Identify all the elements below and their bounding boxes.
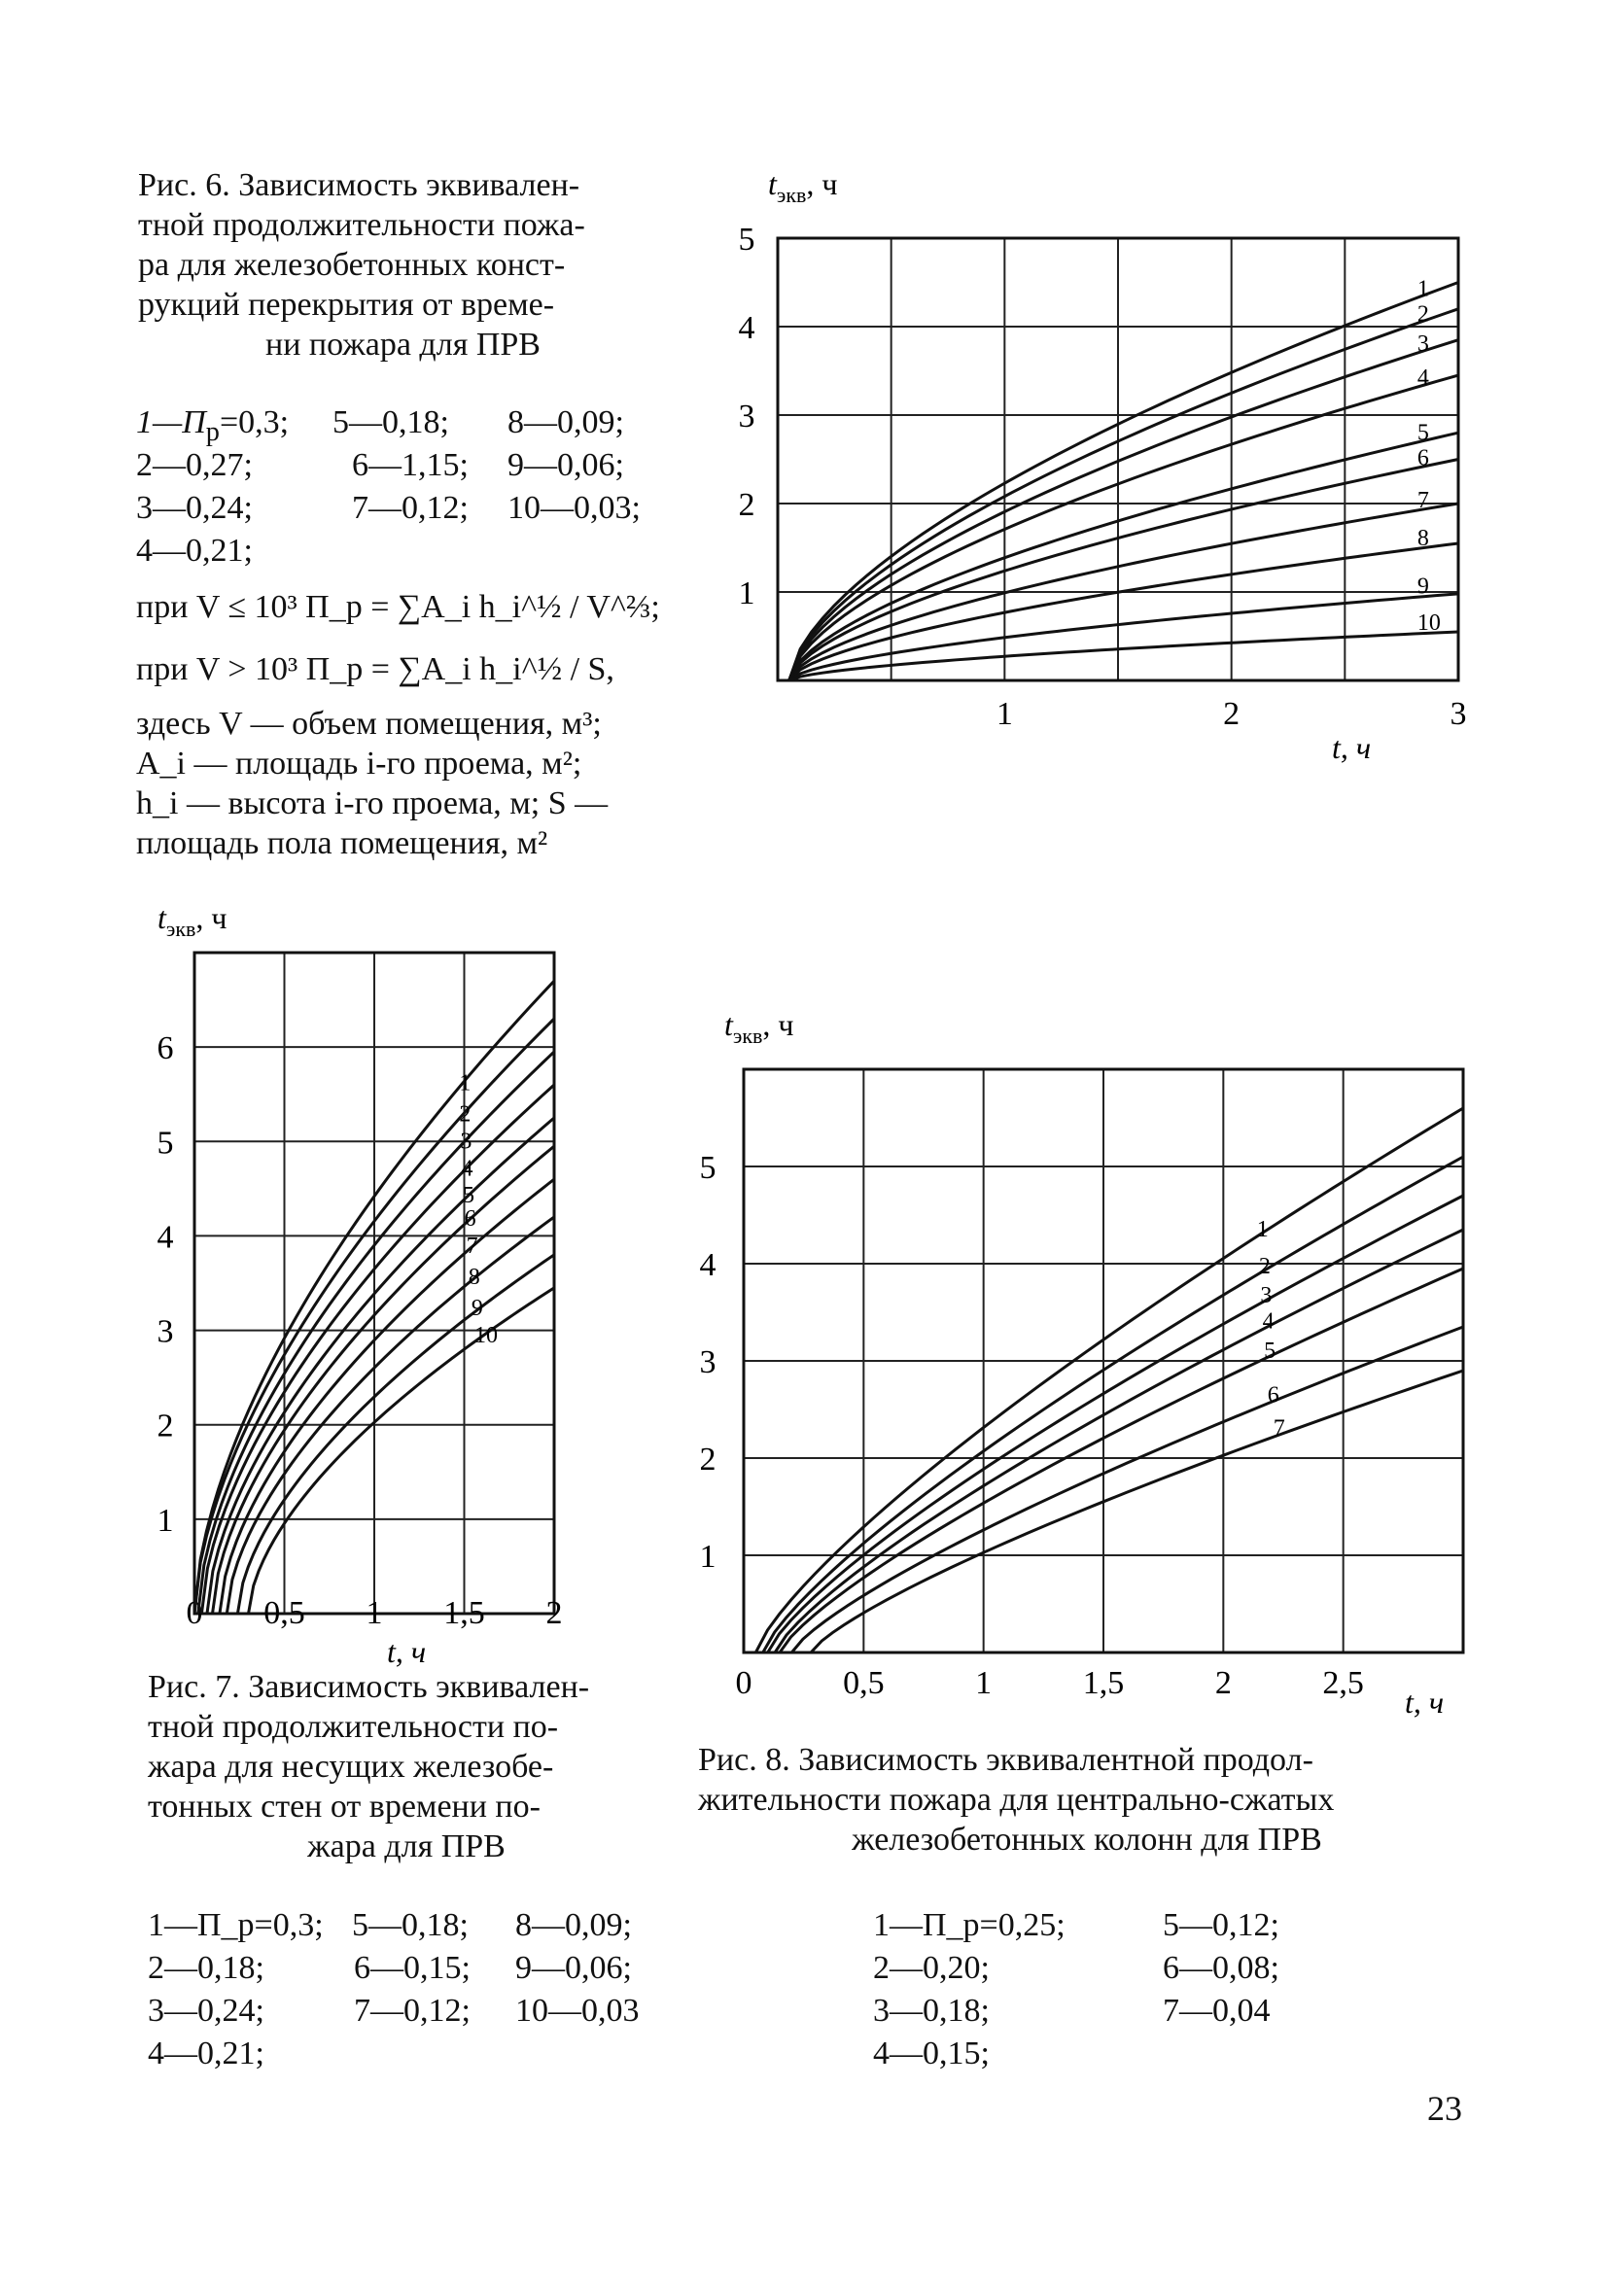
y-tick-label: 6: [157, 1030, 174, 1067]
y-tick-label: 5: [699, 1150, 717, 1186]
series-label-9: 9: [1416, 574, 1429, 600]
y-axis-label: $t_{экв}$, ч: [768, 166, 838, 207]
fig6-legend-item-1: $1—П_р=0,3$;: [136, 404, 290, 447]
series-label-5: 5: [463, 1183, 475, 1209]
x-tick-label: 1: [366, 1595, 383, 1631]
y-tick-label: 1: [699, 1539, 717, 1575]
fig6-caption-line: ни пожара для ПРВ: [265, 327, 541, 363]
fig6-legend-item-7: 7—0,12;: [352, 490, 469, 526]
series-label-9: 9: [471, 1295, 483, 1321]
y-tick-label: 1: [738, 575, 755, 611]
y-tick-label: 4: [699, 1247, 717, 1283]
y-tick-label: 3: [738, 399, 755, 435]
series-label-7: 7: [466, 1234, 478, 1260]
fig7-caption-line: жара для ПРВ: [307, 1828, 506, 1864]
fig7-legend-item-6: 6—0,15;: [354, 1950, 471, 1986]
series-label-3: 3: [1260, 1283, 1273, 1309]
x-tick-label: 0: [186, 1595, 203, 1631]
series-label-3: 3: [1416, 331, 1429, 358]
series-label-2: 2: [1258, 1253, 1271, 1279]
x-tick-label: 2: [1223, 696, 1241, 732]
x-tick-label: 3: [1450, 696, 1467, 732]
fig6-note-line: A_i — площадь i-го проема, м²;: [136, 746, 582, 782]
fig7-legend-item-9: 9—0,06;: [515, 1950, 632, 1986]
fig6-formula-2: при V > 10³ П_р = ∑A_i h_i^½ / S,: [136, 651, 614, 687]
fig7-legend-item-10: 10—0,03: [515, 1993, 640, 2029]
fig7-caption-line: Рис. 7. Зависимость эквивален-: [148, 1669, 590, 1705]
series-label-8: 8: [468, 1264, 480, 1290]
fig8-caption-line: железобетонных колонн для ПРВ: [852, 1822, 1322, 1858]
x-tick-label: 2: [1214, 1665, 1232, 1701]
y-tick-label: 3: [699, 1344, 717, 1380]
fig8-legend-item-1: 1—П_р=0,25;: [873, 1907, 1066, 1943]
series-label-1: 1: [459, 1070, 472, 1096]
y-tick-label: 2: [699, 1442, 717, 1478]
fig7-legend-item-2: 2—0,18;: [148, 1950, 264, 1986]
y-tick-label: 5: [738, 222, 755, 258]
fig6-caption-line: ра для железобетонных конст-: [138, 247, 566, 283]
fig8-legend-item-7: 7—0,04: [1163, 1993, 1271, 2029]
fig6-caption-line: Рис. 6. Зависимость эквивален-: [138, 167, 580, 203]
x-tick-label: 2: [545, 1595, 563, 1631]
fig6-note-line: здесь V — объем помещения, м³;: [136, 706, 602, 742]
x-tick-label: 2,5: [1322, 1665, 1364, 1701]
x-axis-label: t, ч: [387, 1634, 427, 1669]
x-tick-label: 1,5: [443, 1595, 485, 1631]
fig7-legend: [148, 1905, 692, 2080]
series-line-7: [811, 1371, 1463, 1652]
series-label-10: 10: [1416, 610, 1441, 637]
series-label-2: 2: [1416, 301, 1429, 328]
fig7-legend-item-5: 5—0,18;: [352, 1907, 469, 1943]
fig7-caption-line: тонных стен от времени по-: [148, 1789, 541, 1825]
y-axis-label: $t_{экв}$, ч: [157, 900, 227, 941]
fig7-caption: [148, 1667, 665, 1866]
series-label-4: 4: [1262, 1308, 1275, 1335]
fig6-notes: [136, 704, 719, 863]
series-label-3: 3: [460, 1129, 472, 1155]
fig6-note-line: площадь пола помещения, м²: [136, 825, 548, 861]
fig7-legend-item-3: 3—0,24;: [148, 1993, 264, 2029]
fig6-legend-item-8: 8—0,09;: [507, 404, 624, 440]
series-label-4: 4: [461, 1156, 473, 1182]
series-label-1: 1: [1256, 1217, 1269, 1243]
series-label-7: 7: [1273, 1415, 1285, 1442]
series-label-8: 8: [1416, 526, 1429, 552]
fig8-legend-item-5: 5—0,12;: [1163, 1907, 1279, 1943]
x-axis-label: t, ч: [1332, 730, 1372, 765]
series-label-1: 1: [1416, 276, 1429, 302]
fig6-legend-item-5: 5—0,18;: [332, 404, 449, 440]
fig8-caption: [698, 1740, 1476, 1860]
series-label-2: 2: [459, 1101, 472, 1128]
fig8-chart: [681, 991, 1517, 1740]
series-label-7: 7: [1416, 488, 1429, 514]
fig6-chart: [700, 165, 1478, 787]
y-tick-label: 5: [157, 1125, 174, 1162]
series-line-3: [789, 340, 1458, 680]
series-label-5: 5: [1264, 1338, 1276, 1364]
y-tick-label: 1: [157, 1502, 174, 1539]
x-tick-label: 0: [735, 1665, 752, 1701]
x-axis-label: t, ч: [1405, 1685, 1445, 1720]
fig8-legend-item-4: 4—0,15;: [873, 2035, 990, 2071]
fig6-formula-1: при V ≤ 10³ П_р = ∑A_i h_i^½ / V^⅔;: [136, 589, 660, 625]
fig7-legend-item-7: 7—0,12;: [354, 1993, 471, 2029]
x-tick-label: 1,5: [1082, 1665, 1125, 1701]
x-tick-label: 1: [996, 696, 1013, 732]
fig8-legend-item-6: 6—0,08;: [1163, 1950, 1279, 1986]
x-tick-label: 0,5: [263, 1595, 305, 1631]
fig8-caption-line: Рис. 8. Зависимость эквивалентной продол-: [698, 1742, 1313, 1778]
fig6-legend-item-6: 6—1,15;: [352, 447, 469, 483]
fig7-legend-item-8: 8—0,09;: [515, 1907, 632, 1943]
series-line-2: [763, 1157, 1463, 1652]
fig6-caption: [138, 165, 668, 365]
series-line-4: [775, 1230, 1463, 1652]
series-label-5: 5: [1416, 420, 1429, 446]
series-label-10: 10: [473, 1322, 498, 1348]
x-tick-label: 1: [975, 1665, 993, 1701]
fig6-legend-item-3: 3—0,24;: [136, 490, 253, 526]
fig6-legend-item-2: 2—0,27;: [136, 447, 253, 483]
fig6-caption-line: рукций перекрытия от време-: [138, 287, 555, 323]
series-label-6: 6: [1416, 445, 1429, 471]
y-tick-label: 2: [157, 1408, 174, 1444]
fig7-chart: [126, 899, 671, 1677]
fig7-caption-line: тной продолжительности по-: [148, 1709, 559, 1745]
fig7-legend-item-1: 1—П_р=0,3;: [148, 1907, 324, 1943]
series-label-6: 6: [1267, 1382, 1279, 1409]
series-line-6: [791, 1327, 1463, 1652]
fig6-note-line: h_i — высота i-го проема, м; S —: [136, 785, 609, 821]
series-line-6: [789, 460, 1458, 681]
fig7-caption-line: жара для несущих железобе-: [148, 1749, 554, 1785]
x-tick-label: 0,5: [843, 1665, 885, 1701]
fig6-legend-item-10: 10—0,03;: [507, 490, 641, 526]
series-line-1: [755, 1108, 1463, 1652]
y-tick-label: 4: [738, 310, 755, 346]
fig7-legend-item-4: 4—0,21;: [148, 2035, 264, 2071]
fig6-legend-item-9: 9—0,06;: [507, 447, 624, 483]
fig8-legend-item-2: 2—0,20;: [873, 1950, 990, 1986]
fig6-legend: [136, 402, 681, 577]
series-label-6: 6: [464, 1206, 476, 1233]
fig8-legend-item-3: 3—0,18;: [873, 1993, 990, 2029]
y-tick-label: 3: [157, 1313, 174, 1350]
fig6-legend-item-4: 4—0,21;: [136, 533, 253, 569]
page-number: 23: [1427, 2089, 1462, 2128]
y-axis-label: $t_{экв}$, ч: [724, 1007, 794, 1048]
series-label-4: 4: [1416, 365, 1429, 391]
y-tick-label: 4: [157, 1219, 174, 1256]
fig8-caption-line: жительности пожара для центрально-сжатых: [698, 1782, 1335, 1818]
y-tick-label: 2: [738, 487, 755, 523]
fig8-legend: [873, 1905, 1359, 2080]
fig6-caption-line: тной продолжительности пожа-: [138, 207, 585, 243]
